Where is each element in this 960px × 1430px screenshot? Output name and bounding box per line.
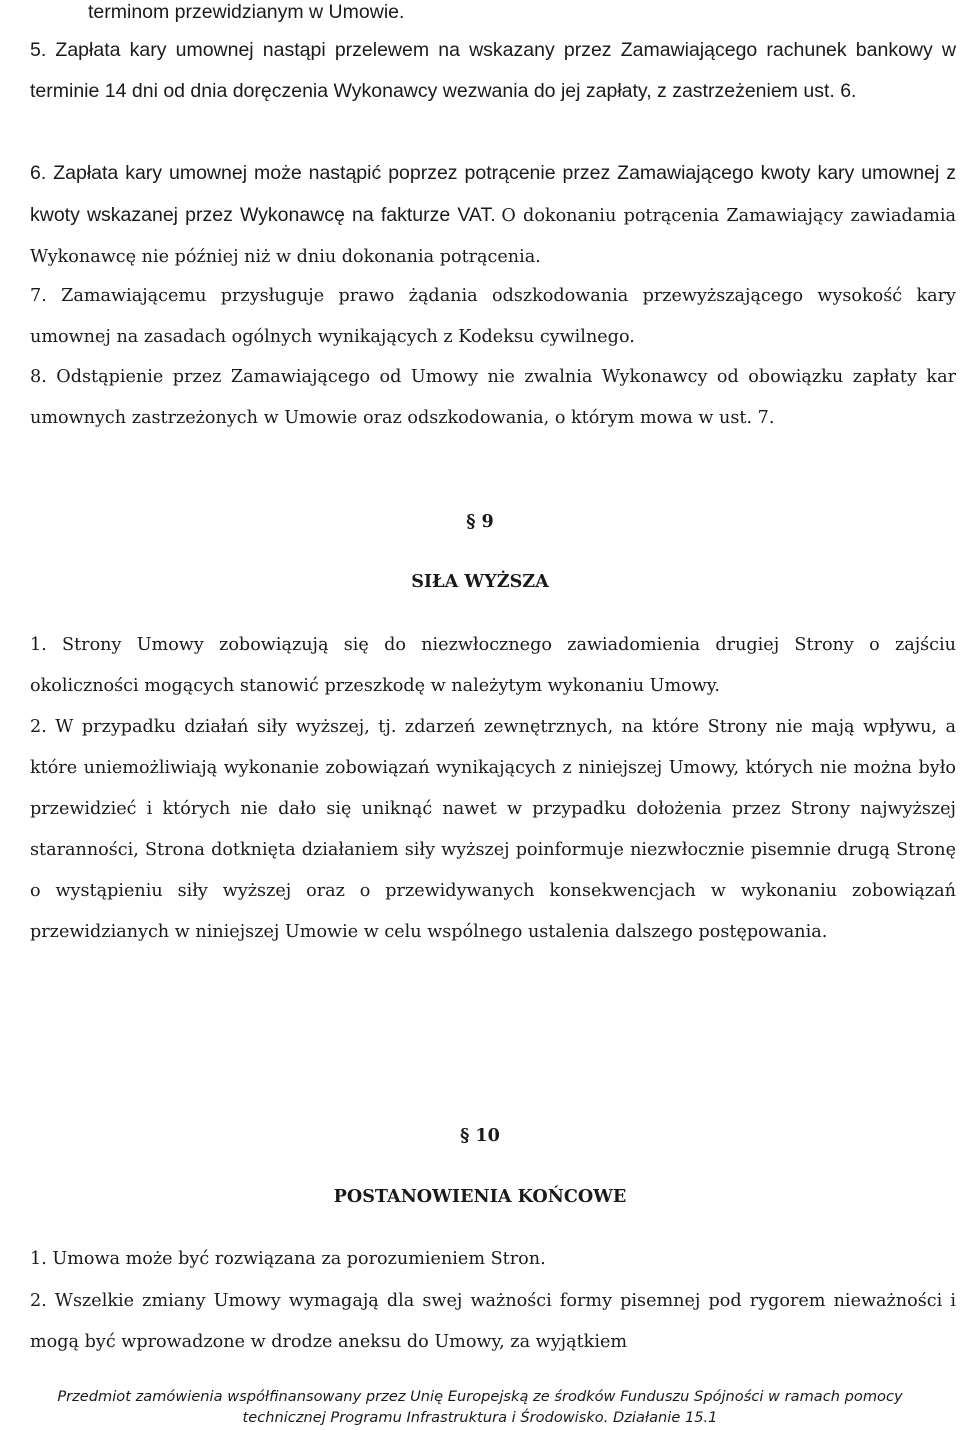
footer-line-1: Przedmiot zamówienia współfinansowany przez Unię Europejską ze środków Funduszu Spójności w ramach pomocy bbox=[57, 1388, 903, 1405]
paragraph-6-part-a: 6. Zapłata kary umownej może nastąpić poprzez potrącenie przez Zamawiającego kwoty kary umownej z kwoty wskazanej przez Wykonawcę na fakturze VAT. bbox=[30, 162, 956, 226]
section-10-number: § 10 bbox=[460, 1125, 500, 1146]
footer-line-2: technicznej Programu Infrastruktura i Środowisko. Działanie 15.1 bbox=[242, 1409, 718, 1426]
section-10-paragraph-2: 2. Wszelkie zmiany Umowy wymagają dla swej ważności formy pisemnej pod rygorem nieważności i mogą być wprowadzone w drodze aneksu do Umowy, za wyjątkiem bbox=[30, 1291, 956, 1352]
paragraph-7: 7. Zamawiającemu przysługuje prawo żądania odszkodowania przewyższającego wysokość kary umownej na zasadach ogólnych wynikających z Kodeksu cywilnego. bbox=[30, 286, 956, 347]
paragraph-6 bbox=[30, 153, 956, 278]
paragraph-6-part-b: O dokonaniu potrącenia Zamawiający zawiadamia Wykonawcę nie później niż w dniu dokonania potrącenia. bbox=[30, 206, 956, 267]
section-9-paragraph-1: 1. Strony Umowy zobowiązują się do niezwłocznego zawiadomienia drugiej Strony o zajściu okoliczności mogących stanowić przeszkodę w należytym wykonaniu Umowy. bbox=[30, 635, 956, 696]
previous-paragraph-tail: terminom przewidzianym w Umowie. bbox=[88, 1, 405, 23]
section-10-paragraph-1: 1. Umowa może być rozwiązana za porozumieniem Stron. bbox=[30, 1249, 546, 1269]
section-9-title: SIŁA WYŻSZA bbox=[411, 571, 549, 592]
section-9-paragraph-2: 2. W przypadku działań siły wyższej, tj. zdarzeń zewnętrznych, na które Strony nie mają wpływu, a które uniemożliwiają wykonanie zobowiązań wynikających z niniejszej Umowy, których nie można było przewidzieć i których nie dało się uniknąć nawet w przypadku dołożenia przez Strony najwyższej staranności, Strona dotknięta działaniem siły wyższej poinformuje niezwłocznie pisemnie drugą Stronę o wystąpieniu siły wyższej oraz o przewidywanych konsekwencjach w wykonaniu zobowiązań przewidzianych w niniejszej Umowie w celu wspólnego ustalenia dalszego postępowania. bbox=[30, 717, 956, 942]
section-10-title: POSTANOWIENIA KOŃCOWE bbox=[333, 1186, 627, 1207]
paragraph-5: 5. Zapłata kary umownej nastąpi przelewem na wskazany przez Zamawiającego rachunek bankowy w terminie 14 dni od dnia doręczenia Wykonawcy wezwania do jej zapłaty, z zastrzeżeniem ust. 6. bbox=[30, 39, 956, 102]
section-9-number: § 9 bbox=[466, 511, 494, 532]
paragraph-8: 8. Odstąpienie przez Zamawiającego od Umowy nie zwalnia Wykonawcy od obowiązku zapłaty kar umownych zastrzeżonych w Umowie oraz odszkodowania, o którym mowa w ust. 7. bbox=[30, 367, 956, 428]
